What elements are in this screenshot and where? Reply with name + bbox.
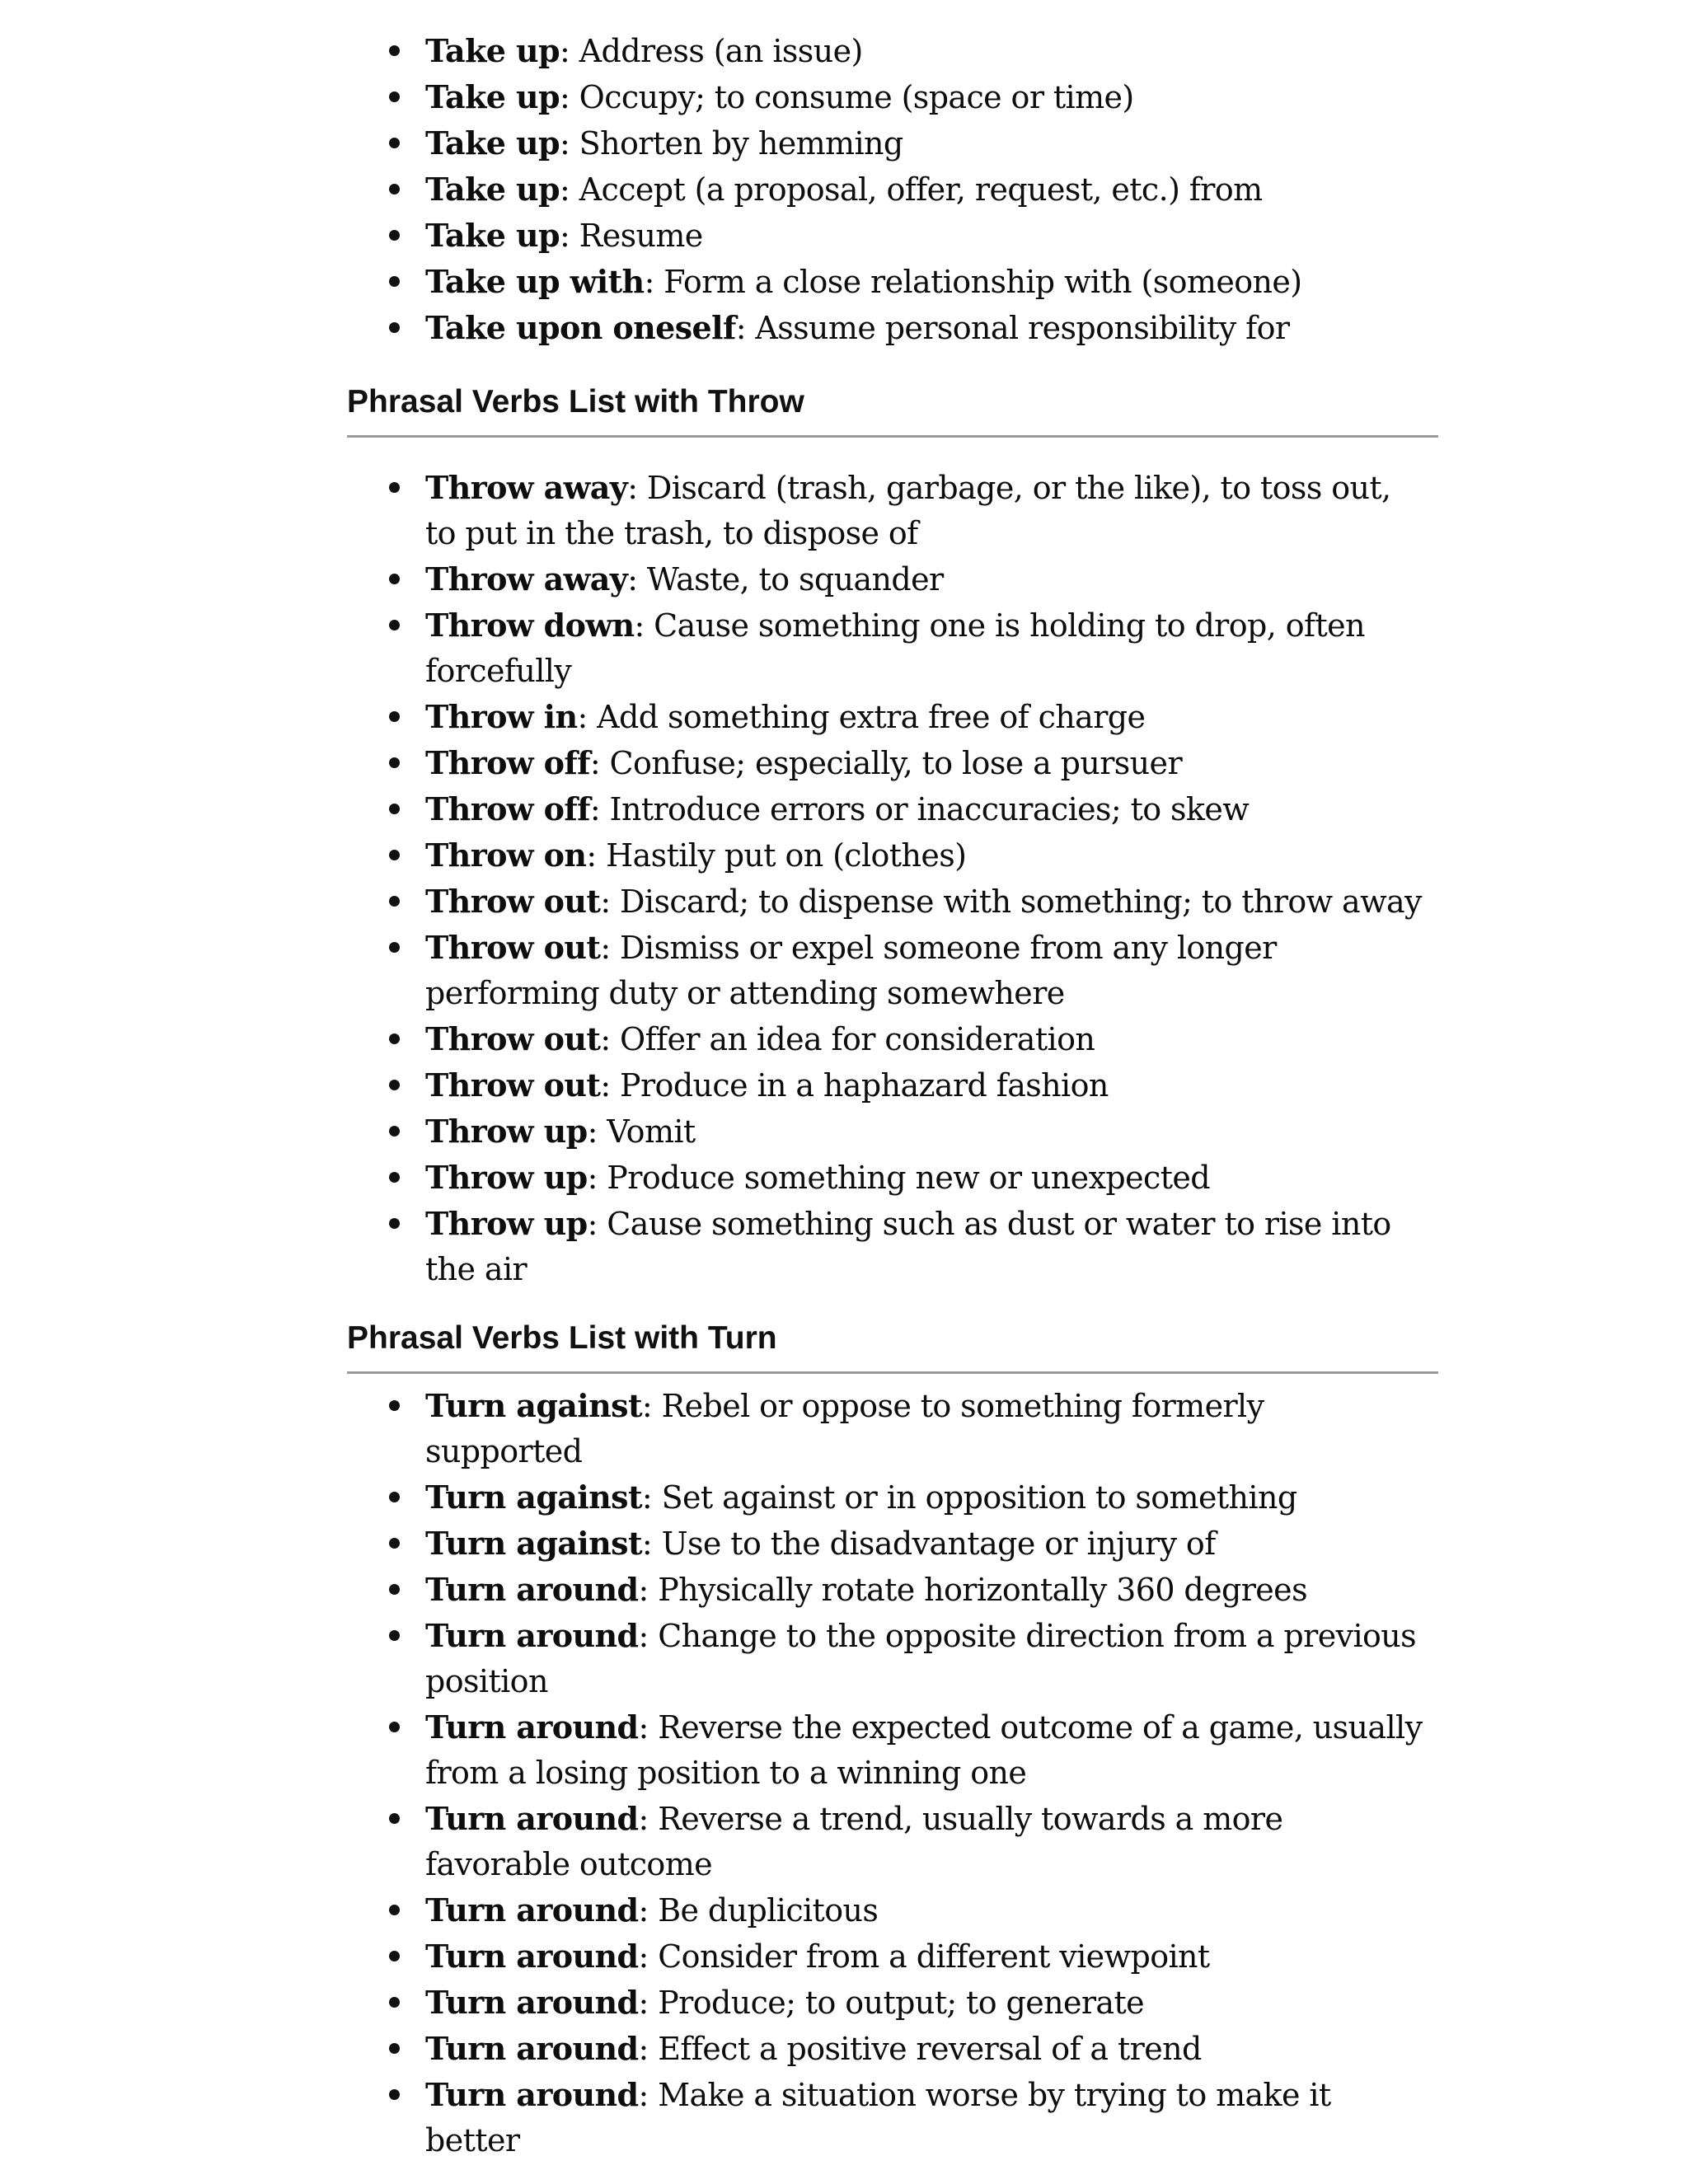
bullet-icon xyxy=(389,850,400,860)
phrasal-verb-definition: : Shorten by hemming xyxy=(560,125,903,162)
phrasal-verb-definition: : Hastily put on (clothes) xyxy=(586,837,967,874)
phrasal-verb-definition: : Confuse; especially, to lose a pursuer xyxy=(589,745,1183,781)
bullet-icon xyxy=(389,1400,400,1411)
phrasal-verb-term: Take up xyxy=(425,32,560,69)
bullet-icon xyxy=(389,942,400,953)
bullet-icon xyxy=(389,757,400,768)
bullet-icon xyxy=(389,322,400,333)
list-item xyxy=(389,740,1429,786)
bullet-icon xyxy=(389,1080,400,1090)
list-item xyxy=(389,305,1429,351)
list-item xyxy=(389,602,1429,694)
bullet-icon xyxy=(389,1172,400,1183)
phrasal-verb-definition: : Accept (a proposal, offer, request, etc.) from xyxy=(560,171,1263,208)
list-item xyxy=(389,166,1429,213)
phrasal-verb-term: Throw away xyxy=(425,560,628,598)
phrasal-verb-definition: : Use to the disadvantage or injury of xyxy=(641,1526,1216,1562)
bullet-icon xyxy=(389,1584,400,1595)
list-item xyxy=(389,556,1429,602)
list-item xyxy=(389,213,1429,259)
phrasal-verb-definition: : Physically rotate horizontally 360 degrees xyxy=(638,1572,1307,1608)
phrasal-verb-definition: : Effect a positive reversal of a trend xyxy=(638,2031,1202,2067)
phrasal-verb-definition: : Consider from a different viewpoint xyxy=(638,1938,1210,1975)
bullet-icon xyxy=(389,896,400,907)
list-item xyxy=(389,259,1429,305)
phrasal-verb-definition: : Produce something new or unexpected xyxy=(587,1160,1210,1196)
list-item xyxy=(389,465,1429,556)
phrasal-verb-term: Throw out xyxy=(425,929,601,966)
phrasal-verb-term: Throw out xyxy=(425,883,601,920)
phrasal-verb-term: Throw up xyxy=(425,1113,588,1150)
phrasal-verb-term: Take up xyxy=(425,171,560,208)
phrasal-verb-definition: : Be duplicitous xyxy=(638,1892,879,1929)
bullet-icon xyxy=(389,711,400,722)
phrasal-verb-term: Throw in xyxy=(425,698,578,735)
take-phrasal-verbs-list xyxy=(389,28,1429,351)
phrasal-verb-definition: : Occupy; to consume (space or time) xyxy=(560,79,1134,115)
bullet-icon xyxy=(389,2043,400,2054)
list-item xyxy=(389,2072,1429,2163)
throw-phrasal-verbs-list xyxy=(389,465,1429,1292)
phrasal-verb-term: Take up xyxy=(425,124,560,162)
bullet-icon xyxy=(389,574,400,584)
list-item xyxy=(389,1155,1429,1201)
phrasal-verb-definition: : Produce in a haphazard fashion xyxy=(600,1067,1109,1104)
bullet-icon xyxy=(389,1951,400,1961)
phrasal-verb-term: Turn around xyxy=(425,1800,639,1837)
bullet-icon xyxy=(389,45,400,56)
throw-section-heading: Phrasal Verbs List with Throw xyxy=(347,384,1438,438)
list-item xyxy=(389,925,1429,1016)
phrasal-verb-definition: : Produce; to output; to generate xyxy=(638,1985,1145,2021)
bullet-icon xyxy=(389,276,400,287)
list-item xyxy=(389,786,1429,832)
phrasal-verb-term: Take up xyxy=(425,78,560,115)
turn-phrasal-verbs-list xyxy=(389,1383,1429,2163)
list-item xyxy=(389,2026,1429,2072)
list-item xyxy=(389,832,1429,879)
phrasal-verb-term: Turn against xyxy=(425,1525,642,1562)
phrasal-verb-term: Throw up xyxy=(425,1205,588,1242)
turn-section-heading: Phrasal Verbs List with Turn xyxy=(347,1320,1438,1374)
phrasal-verb-definition: : Add something extra free of charge xyxy=(577,699,1146,735)
phrasal-verb-term: Turn around xyxy=(425,1891,639,1929)
bullet-icon xyxy=(389,1218,400,1229)
phrasal-verb-definition: : Vomit xyxy=(587,1113,696,1150)
bullet-icon xyxy=(389,1492,400,1502)
bullet-icon xyxy=(389,1033,400,1044)
phrasal-verb-definition: : Resume xyxy=(560,218,703,254)
phrasal-verb-definition: : Discard (trash, garbage, or the like), to toss out, to put in the trash, to dispose of xyxy=(425,470,1391,551)
bullet-icon xyxy=(389,1722,400,1732)
phrasal-verb-term: Turn around xyxy=(425,1708,639,1746)
bullet-icon xyxy=(389,184,400,194)
list-item xyxy=(389,694,1429,740)
phrasal-verb-term: Throw off xyxy=(425,744,590,781)
bullet-icon xyxy=(389,138,400,148)
list-item xyxy=(389,1796,1429,1887)
list-item xyxy=(389,74,1429,120)
phrasal-verb-definition: : Set against or in opposition to something xyxy=(641,1479,1297,1516)
phrasal-verb-term: Turn against xyxy=(425,1479,642,1516)
list-item xyxy=(389,1704,1429,1796)
phrasal-verb-definition: : Assume personal responsibility for xyxy=(735,310,1290,346)
bullet-icon xyxy=(389,91,400,102)
phrasal-verb-definition: : Reverse the expected outcome of a game, usually from a losing position to a winning one xyxy=(425,1709,1423,1791)
phrasal-verb-term: Turn around xyxy=(425,2076,639,2113)
phrasal-verb-definition: : Waste, to squander xyxy=(627,561,944,598)
list-item xyxy=(389,120,1429,166)
list-item xyxy=(389,1567,1429,1613)
phrasal-verb-term: Throw off xyxy=(425,790,590,827)
bullet-icon xyxy=(389,2089,400,2100)
list-item xyxy=(389,1108,1429,1155)
phrasal-verb-definition: : Form a close relationship with (someone) xyxy=(644,264,1302,300)
phrasal-verb-definition: : Cause something one is holding to drop, often forcefully xyxy=(425,607,1365,689)
phrasal-verb-term: Turn around xyxy=(425,2030,639,2067)
phrasal-verb-definition: : Make a situation worse by trying to make it better xyxy=(425,2077,1331,2158)
bullet-icon xyxy=(389,804,400,814)
bullet-icon xyxy=(389,1813,400,1824)
phrasal-verb-definition: : Dismiss or expel someone from any longer performing duty or attending somewhere xyxy=(425,930,1277,1011)
list-item xyxy=(389,879,1429,925)
list-item xyxy=(389,1887,1429,1933)
phrasal-verb-term: Throw up xyxy=(425,1159,588,1196)
bullet-icon xyxy=(389,620,400,630)
bullet-icon xyxy=(389,1630,400,1641)
phrasal-verb-term: Turn around xyxy=(425,1938,639,1975)
phrasal-verb-term: Turn around xyxy=(425,1571,639,1608)
phrasal-verb-term: Throw out xyxy=(425,1020,601,1057)
phrasal-verb-term: Take up xyxy=(425,217,560,254)
phrasal-verb-term: Throw on xyxy=(425,837,587,874)
list-item xyxy=(389,1062,1429,1108)
list-item xyxy=(389,1521,1429,1567)
list-item xyxy=(389,1016,1429,1062)
bullet-icon xyxy=(389,230,400,241)
phrasal-verb-term: Take upon oneself xyxy=(425,309,736,346)
list-item xyxy=(389,1201,1429,1292)
phrasal-verb-term: Throw out xyxy=(425,1066,601,1104)
bullet-icon xyxy=(389,1905,400,1915)
phrasal-verb-definition: : Discard; to dispense with something; to throw away xyxy=(600,883,1422,920)
phrasal-verb-definition: : Change to the opposite direction from a previous position xyxy=(425,1618,1417,1699)
bullet-icon xyxy=(389,482,400,493)
phrasal-verb-definition: : Introduce errors or inaccuracies; to skew xyxy=(589,791,1250,827)
phrasal-verb-definition: : Reverse a trend, usually towards a more favorable outcome xyxy=(425,1801,1283,1882)
phrasal-verb-term: Turn around xyxy=(425,1984,639,2021)
phrasal-verb-term: Turn against xyxy=(425,1387,642,1424)
list-item xyxy=(389,1980,1429,2026)
bullet-icon xyxy=(389,1538,400,1549)
list-item xyxy=(389,1933,1429,1980)
phrasal-verb-term: Throw away xyxy=(425,469,628,506)
phrasal-verb-definition: : Offer an idea for consideration xyxy=(600,1021,1095,1057)
phrasal-verb-definition: : Address (an issue) xyxy=(560,33,863,69)
list-item xyxy=(389,1474,1429,1521)
list-item xyxy=(389,1383,1429,1474)
list-item xyxy=(389,28,1429,74)
phrasal-verb-term: Throw down xyxy=(425,607,635,644)
list-item xyxy=(389,1613,1429,1704)
phrasal-verb-term: Take up with xyxy=(425,263,645,300)
bullet-icon xyxy=(389,1126,400,1137)
phrasal-verb-definition: : Rebel or oppose to something formerly supported xyxy=(425,1388,1264,1469)
phrasal-verb-term: Turn around xyxy=(425,1617,639,1654)
phrasal-verb-definition: : Cause something such as dust or water to rise into the air xyxy=(425,1206,1391,1287)
bullet-icon xyxy=(389,1997,400,2008)
